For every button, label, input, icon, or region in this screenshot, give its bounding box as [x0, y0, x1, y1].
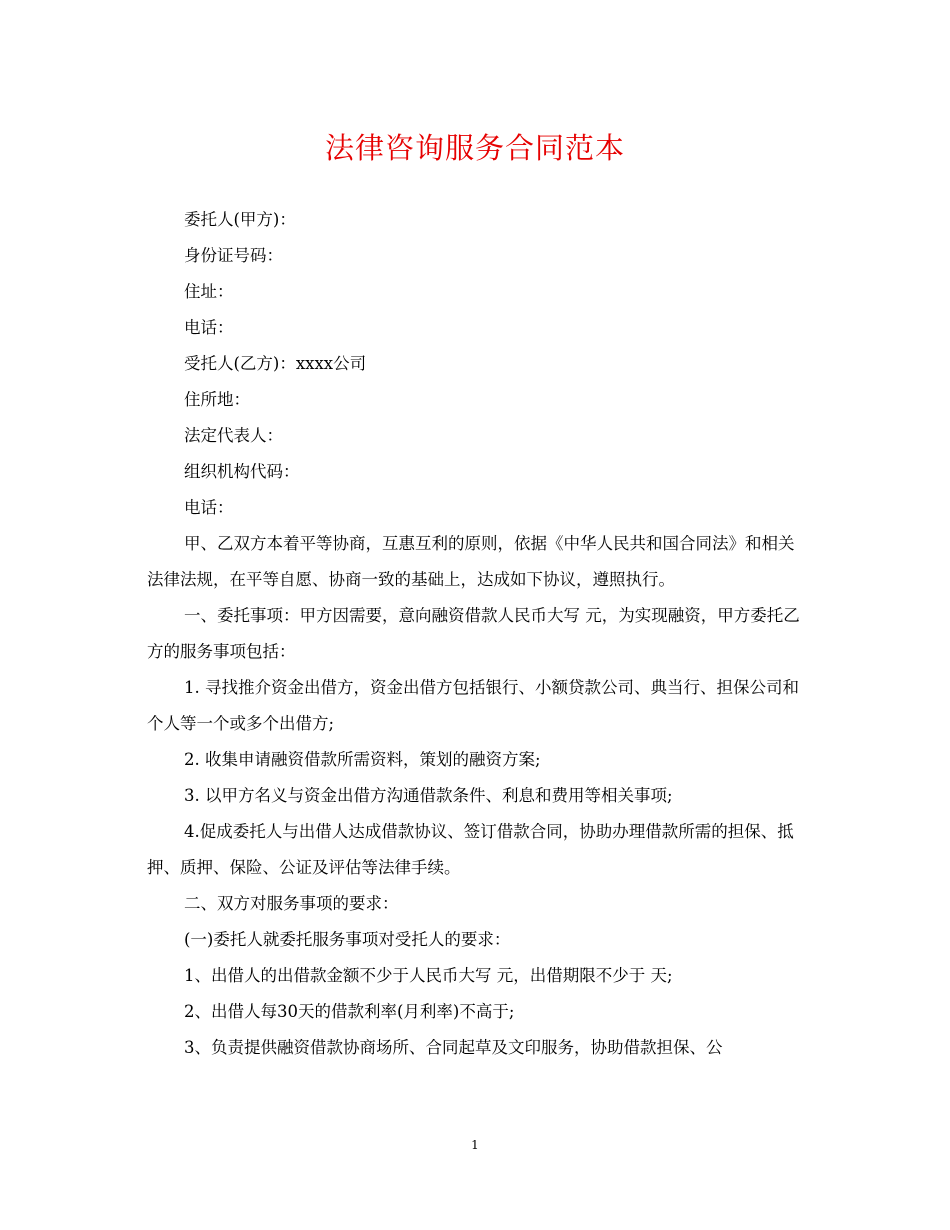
- legal-representative-label: 法定代表人：: [184, 426, 283, 445]
- page-number: 1: [471, 1138, 479, 1152]
- requirement-item-2: 2、出借人每30天的借款利率(月利率)不高于;: [184, 1002, 515, 1021]
- service-item-1: 1. 寻找推介资金出借方，资金出借方包括银行、小额贷款公司、典当行、担保公司和个人等一个或多个出借方;: [147, 678, 799, 733]
- requirements-heading: 二、双方对服务事项的要求：: [184, 894, 399, 913]
- requirements-subheading: (一)委托人就委托服务事项对受托人的要求：: [184, 930, 511, 949]
- agreement-intro-paragraph: 甲、乙双方本着平等协商，互惠互利的原则，依据《中华人民共和国合同法》和相关法律法规，在平等自愿、协商一致的基础上，达成如下协议，遵照执行。: [147, 534, 795, 589]
- service-item-4: 4.促成委托人与出借人达成借款协议、签订借款合同，协助办理借款所需的担保、抵押、质押、保险、公证及评估等法律手续。: [147, 822, 794, 877]
- requirement-item-1: 1、出借人的出借款金额不少于人民币大写 元，出借期限不少于 天;: [184, 966, 673, 985]
- requirement-item-3: 3、负责提供融资借款协商场所、合同起草及文印服务，协助借款担保、公: [184, 1038, 723, 1057]
- organization-code-label: 组织机构代码：: [184, 462, 300, 481]
- phone-label-party-a: 电话：: [184, 318, 234, 337]
- document-title: 法律咨询服务合同范本: [324, 131, 625, 165]
- document-body: [147, 202, 807, 1066]
- party-b-label: 受托人(乙方)：xxxx公司: [184, 354, 367, 373]
- entrusted-matters-paragraph: 一、委托事项：甲方因需要，意向融资借款人民币大写 元，为实现融资，甲方委托乙方的服务事项包括：: [147, 606, 800, 661]
- service-item-2: 2. 收集申请融资借款所需资料，策划的融资方案;: [184, 750, 541, 769]
- phone-label-party-b: 电话：: [184, 498, 234, 517]
- domicile-label: 住所地：: [184, 390, 250, 409]
- id-number-label: 身份证号码：: [184, 246, 283, 265]
- address-label: 住址：: [184, 282, 234, 301]
- service-item-3: 3. 以甲方名义与资金出借方沟通借款条件、利息和费用等相关事项;: [184, 786, 673, 805]
- party-a-label: 委托人(甲方)：: [184, 210, 296, 229]
